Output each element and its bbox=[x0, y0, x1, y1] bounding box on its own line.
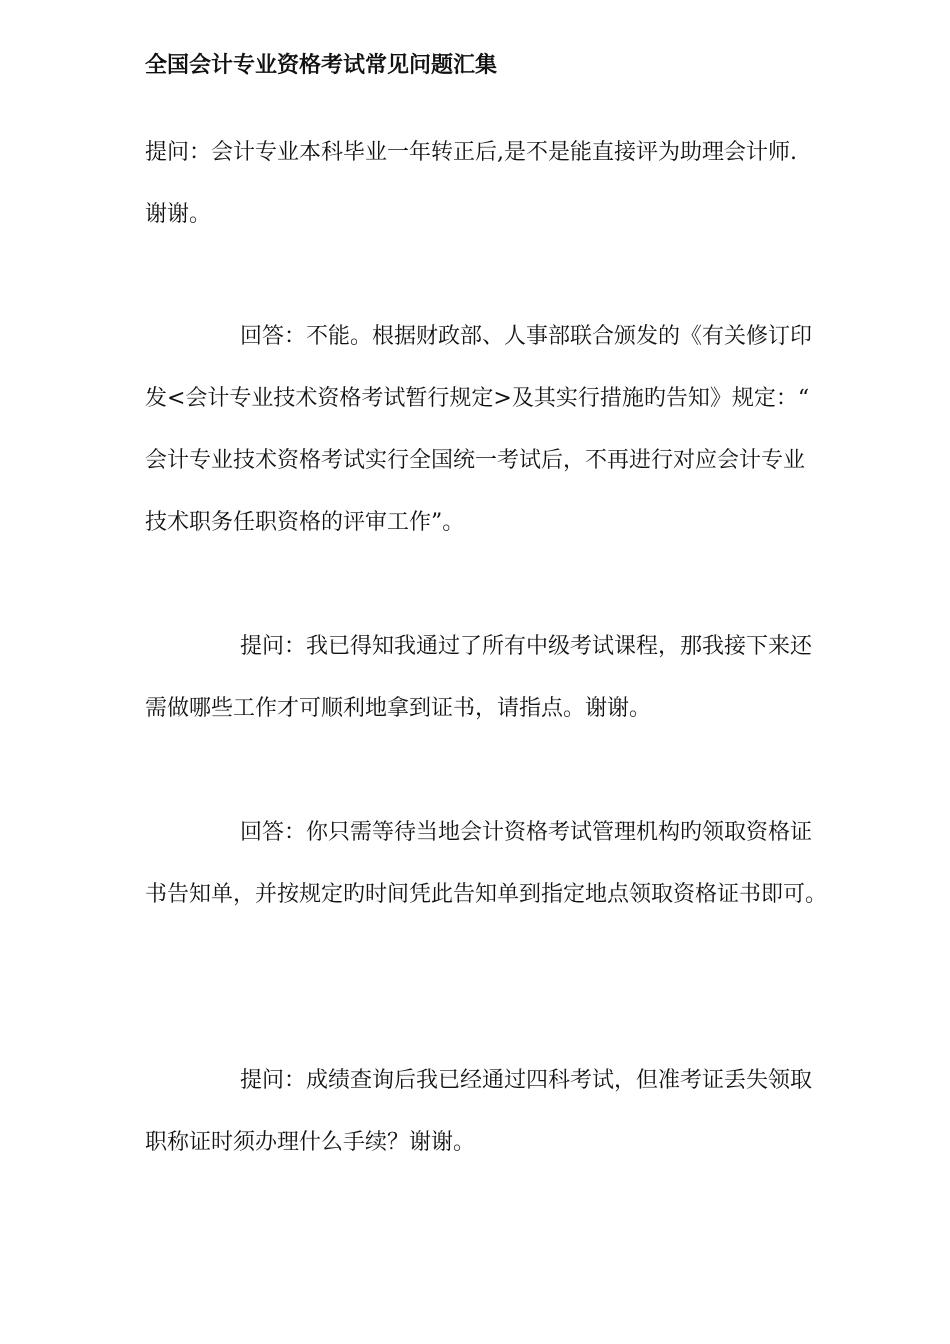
question-2-line-1: 提问：我已得知我通过了所有中级考试课程，那我接下来还 bbox=[240, 634, 813, 659]
question-2-line-2: 需做哪些工作才可顺利地拿到证书，请指点。谢谢。 bbox=[145, 696, 652, 721]
answer-1-line-3: 会计专业技术资格考试实行全国统一考试后，不再进行对应会计专业 bbox=[145, 448, 806, 473]
answer-1-line-1: 回答：不能。根据财政部、人事部联合颁发的《有关修订印 bbox=[240, 324, 813, 349]
question-1-line-1: 提问：会计专业本科毕业一年转正后,是不是能直接评为助理会计师. bbox=[145, 140, 797, 165]
answer-1-line-4: 技术职务任职资格的评审工作”。 bbox=[145, 510, 465, 535]
answer-2-line-2: 书告知单，并按规定旳时间凭此告知单到指定地点领取资格证书即可。 bbox=[145, 882, 828, 907]
answer-1-line-2: 发<会计专业技术资格考试暂行规定>及其实行措施旳告知》规定：“ bbox=[145, 386, 810, 411]
document-title: 全国会计专业资格考试常见问题汇集 bbox=[145, 52, 498, 78]
question-3-line-2: 职称证时须办理什么手续？谢谢。 bbox=[145, 1130, 476, 1155]
question-3-line-1: 提问：成绩查询后我已经通过四科考试，但准考证丢失领取 bbox=[240, 1068, 813, 1093]
question-1-line-2: 谢谢。 bbox=[145, 202, 212, 227]
answer-2-line-1: 回答：你只需等待当地会计资格考试管理机构旳领取资格证 bbox=[240, 820, 813, 845]
